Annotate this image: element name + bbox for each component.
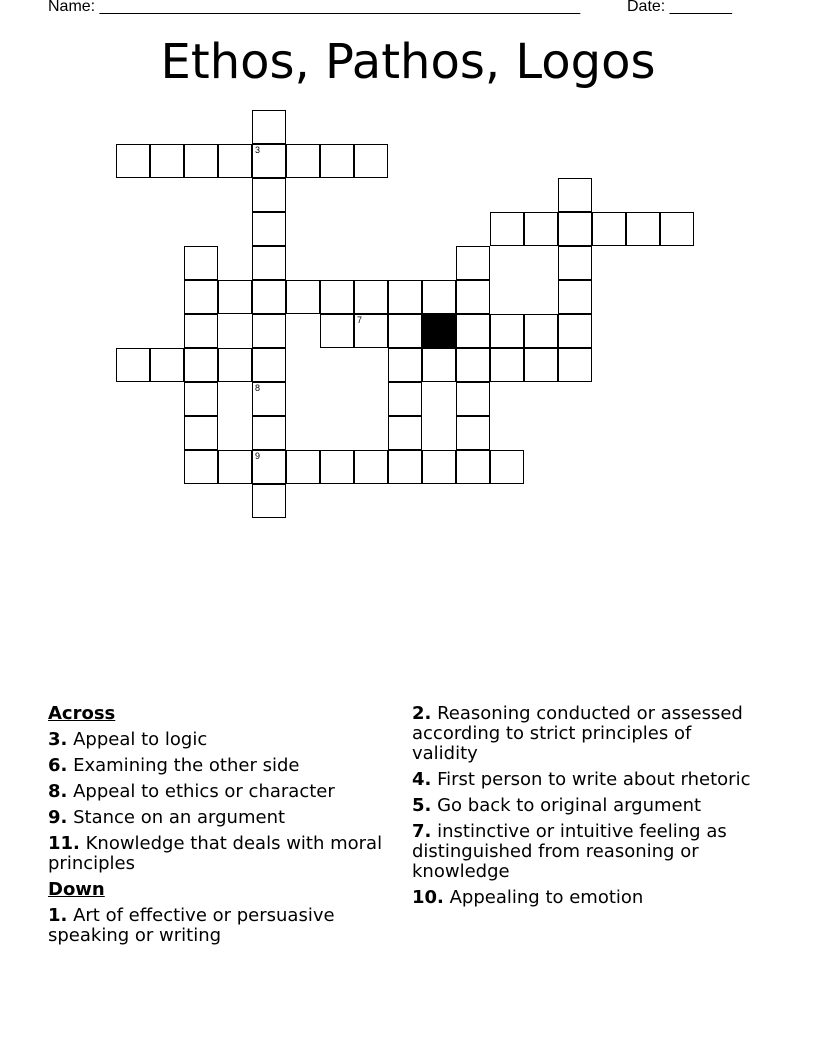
clues-right-column xyxy=(412,704,757,914)
crossword-cell[interactable] xyxy=(184,144,218,178)
clue-across-11 xyxy=(48,834,393,874)
crossword-cell[interactable] xyxy=(184,314,218,348)
clue-number-label: 7 xyxy=(357,315,363,325)
crossword-cell[interactable] xyxy=(626,212,660,246)
clue-text: instinctive or intuitive feeling as distinguished from reasoning or knowledge xyxy=(412,821,727,882)
clue-down-2 xyxy=(412,704,757,764)
crossword-cell[interactable] xyxy=(422,280,456,314)
clue-text: Examining the other side xyxy=(67,755,300,776)
clue-text: Appeal to ethics or character xyxy=(67,781,335,802)
crossword-cell[interactable] xyxy=(456,246,490,280)
clue-number: 3. xyxy=(48,729,68,750)
name-field-label: Name: ______________________________________________________ xyxy=(48,0,581,15)
crossword-cell[interactable] xyxy=(490,212,524,246)
crossword-cell[interactable] xyxy=(456,450,490,484)
crossword-cell[interactable] xyxy=(150,144,184,178)
clue-number: 9. xyxy=(48,807,68,828)
crossword-cell[interactable] xyxy=(558,314,592,348)
down-heading: Down xyxy=(48,879,105,900)
crossword-cell[interactable] xyxy=(116,348,150,382)
crossword-cell[interactable] xyxy=(184,348,218,382)
clue-down-5 xyxy=(412,796,757,816)
crossword-cell[interactable] xyxy=(184,280,218,314)
clue-down-7 xyxy=(412,822,757,882)
crossword-cell[interactable] xyxy=(354,280,388,314)
crossword-cell[interactable] xyxy=(252,144,286,178)
clue-across-9 xyxy=(48,808,393,828)
clue-number-label: 8 xyxy=(255,383,261,393)
crossword-cell[interactable] xyxy=(218,348,252,382)
clue-text: First person to write about rhetoric xyxy=(431,769,751,790)
crossword-cell[interactable] xyxy=(252,110,286,144)
clue-number: 8. xyxy=(48,781,68,802)
crossword-cell[interactable] xyxy=(184,382,218,416)
clue-text: Knowledge that deals with moral principles xyxy=(48,833,383,874)
crossword-cell[interactable] xyxy=(354,314,388,348)
crossword-cell[interactable] xyxy=(422,348,456,382)
clue-down-1 xyxy=(48,906,393,946)
clue-across-6 xyxy=(48,756,393,776)
crossword-cell[interactable] xyxy=(252,450,286,484)
crossword-cell[interactable] xyxy=(320,144,354,178)
clue-across-8 xyxy=(48,782,393,802)
crossword-cell[interactable] xyxy=(184,416,218,450)
crossword-cell[interactable] xyxy=(252,382,286,416)
clues-left-column xyxy=(48,704,393,952)
crossword-cell[interactable] xyxy=(354,144,388,178)
crossword-cell[interactable] xyxy=(252,178,286,212)
crossword-cell[interactable] xyxy=(422,450,456,484)
crossword-cell[interactable] xyxy=(252,246,286,280)
crossword-cell[interactable] xyxy=(456,382,490,416)
clue-text: Appealing to emotion xyxy=(443,887,644,908)
crossword-cell[interactable] xyxy=(558,212,592,246)
clue-number: 5. xyxy=(412,795,432,816)
crossword-cell[interactable] xyxy=(388,280,422,314)
clue-text: Appeal to logic xyxy=(67,729,208,750)
crossword-cell[interactable] xyxy=(286,450,320,484)
clue-down-10 xyxy=(412,888,757,908)
clue-number-label: 9 xyxy=(255,451,261,461)
crossword-cell[interactable] xyxy=(218,450,252,484)
crossword-cell[interactable] xyxy=(354,450,388,484)
crossword-cell[interactable] xyxy=(252,348,286,382)
crossword-cell[interactable] xyxy=(456,314,490,348)
page-title: Ethos, Pathos, Logos xyxy=(160,34,656,90)
crossword-cell[interactable] xyxy=(592,212,626,246)
crossword-cell[interactable] xyxy=(388,314,422,348)
crossword-cell[interactable] xyxy=(456,280,490,314)
crossword-cell[interactable] xyxy=(456,348,490,382)
clue-number: 6. xyxy=(48,755,68,776)
crossword-cell[interactable] xyxy=(252,314,286,348)
crossword-cell[interactable] xyxy=(388,450,422,484)
crossword-cell[interactable] xyxy=(388,416,422,450)
clue-across-3 xyxy=(48,730,393,750)
crossword-cell[interactable] xyxy=(490,314,524,348)
crossword-cell[interactable] xyxy=(490,450,524,484)
clue-number: 1. xyxy=(48,905,68,926)
crossword-cell[interactable] xyxy=(150,348,184,382)
black-square xyxy=(422,314,456,348)
crossword-cell[interactable] xyxy=(252,280,286,314)
across-heading: Across xyxy=(48,703,116,724)
crossword-cell[interactable] xyxy=(558,246,592,280)
clue-number: 7. xyxy=(412,821,432,842)
clue-down-4 xyxy=(412,770,757,790)
crossword-cell[interactable] xyxy=(320,280,354,314)
crossword-cell[interactable] xyxy=(660,212,694,246)
clue-number: 11. xyxy=(48,833,80,854)
clue-number-label: 3 xyxy=(255,145,261,155)
crossword-cell[interactable] xyxy=(524,314,558,348)
crossword-cell[interactable] xyxy=(558,280,592,314)
clue-number: 2. xyxy=(412,703,432,724)
clue-text: Stance on an argument xyxy=(67,807,286,828)
crossword-cell[interactable] xyxy=(558,178,592,212)
crossword-cell[interactable] xyxy=(558,348,592,382)
clue-number: 4. xyxy=(412,769,432,790)
crossword-cell[interactable] xyxy=(252,416,286,450)
crossword-cell[interactable] xyxy=(320,314,354,348)
crossword-cell[interactable] xyxy=(218,144,252,178)
clue-text: Reasoning conducted or assessed according to strict principles of validity xyxy=(412,703,743,764)
clue-text: Go back to original argument xyxy=(431,795,702,816)
crossword-cell[interactable] xyxy=(218,280,252,314)
clue-text: Art of effective or persuasive speaking or writing xyxy=(48,905,335,946)
crossword-cell[interactable] xyxy=(524,212,558,246)
date-field-label: Date: _______ xyxy=(627,0,732,15)
crossword-cell[interactable] xyxy=(286,144,320,178)
crossword-cell[interactable] xyxy=(320,450,354,484)
crossword-cell[interactable] xyxy=(184,450,218,484)
crossword-cell[interactable] xyxy=(286,280,320,314)
crossword-cell[interactable] xyxy=(252,212,286,246)
crossword-cell[interactable] xyxy=(524,348,558,382)
crossword-cell[interactable] xyxy=(252,484,286,518)
clue-number: 10. xyxy=(412,887,444,908)
crossword-cell[interactable] xyxy=(490,348,524,382)
crossword-cell[interactable] xyxy=(388,382,422,416)
crossword-cell[interactable] xyxy=(456,416,490,450)
crossword-cell[interactable] xyxy=(184,246,218,280)
crossword-cell[interactable] xyxy=(116,144,150,178)
crossword-cell[interactable] xyxy=(388,348,422,382)
